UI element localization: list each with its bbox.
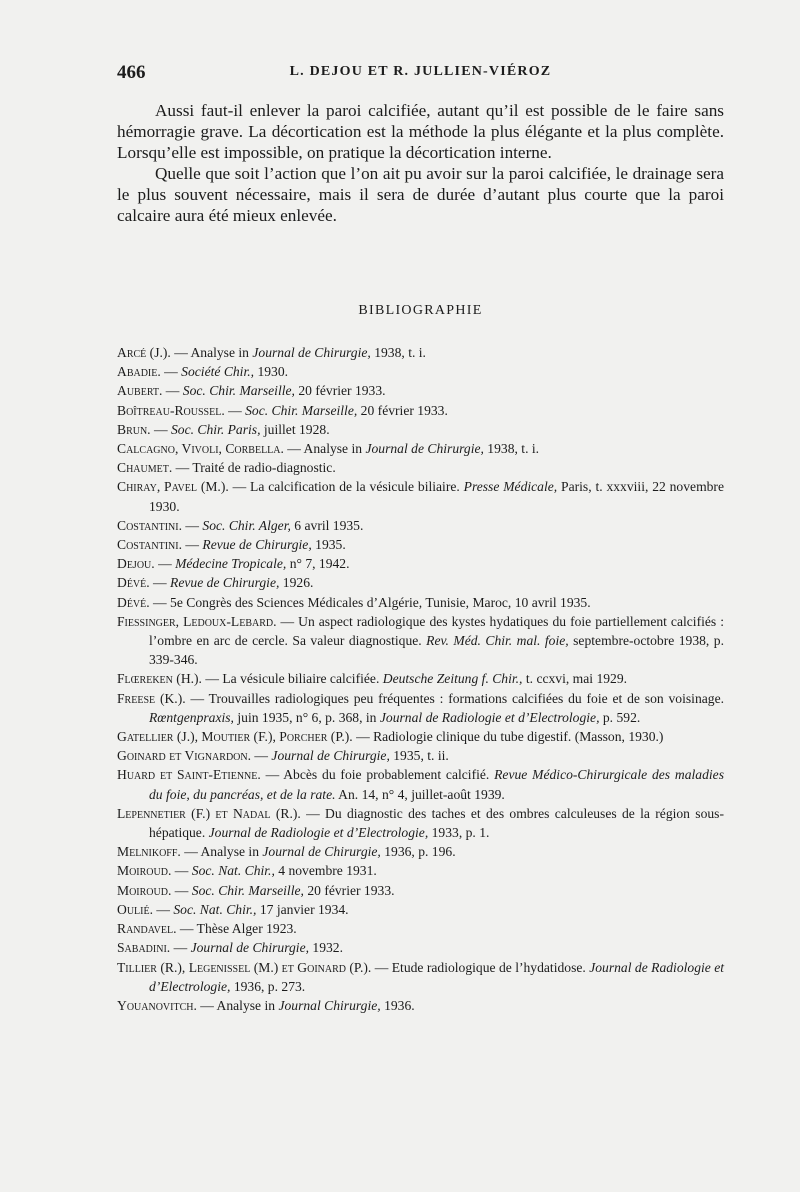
bibliography-entry <box>117 401 724 420</box>
entry-author: Calcagno, Vivoli, Corbella. <box>117 441 284 457</box>
entry-author: Moiroud. <box>117 863 172 879</box>
entry-work: Rœntgenpraxis, <box>149 709 234 725</box>
entry-details: 1936, p. 196. <box>380 844 456 860</box>
entry-text: — La calcification de la vésicule biliaire. <box>228 479 464 495</box>
entry-details: 6 avril 1935. <box>290 517 364 533</box>
entry-details: 17 janvier 1934. <box>256 901 349 917</box>
bibliography-entry <box>117 881 724 900</box>
entry-text: — <box>224 402 246 418</box>
entry-text: — Traité de radio-diagnostic. <box>172 460 336 476</box>
bibliography-entry <box>117 938 724 957</box>
bibliography-list <box>117 343 724 1015</box>
entry-details: 20 février 1933. <box>294 383 386 399</box>
entry-text: — <box>152 901 174 917</box>
entry-author: Randavel. <box>117 921 177 937</box>
entry-work: Société Chir., <box>181 364 255 380</box>
entry-text: — <box>162 383 183 399</box>
bibliography-entry <box>117 919 724 938</box>
entry-author: Chiray, Pavel (M.). <box>117 479 229 495</box>
entry-author: Youanovitch. <box>117 997 197 1013</box>
entry-text: — Analyse in <box>283 441 366 457</box>
bibliography-entry <box>117 554 724 573</box>
bibliography-entry <box>117 439 724 458</box>
entry-work: Journal de Radiologie et d’Electrologie, <box>149 959 725 994</box>
entry-work: Soc. Chir. Marseille, <box>182 383 295 399</box>
paragraph: Quelle que soit l’action que l’on ait pu avoir sur la paroi calcifiée, le drainage sera le plus souvent nécessaire, mais il sera de durée d’autant plus courte que la paroi calcaire aura été mieux enlevée. <box>117 164 724 225</box>
entry-author: Goinard et Vignardon. <box>117 748 252 764</box>
entry-work: Soc. Nat. Chir., <box>173 901 257 917</box>
entry-text: — <box>170 940 191 956</box>
entry-details: 1933, p. 1. <box>428 825 490 841</box>
entry-details: juin 1935, n° 6, p. 368, in <box>233 709 380 725</box>
running-head: L. DEJOU ET R. JULLIEN-VIÉROZ <box>289 64 552 79</box>
entry-details: An. 14, n° 4, juillet-août 1939. <box>335 786 505 802</box>
entry-details: 1932. <box>309 940 343 956</box>
entry-text: — Abcès du foie probablement calcifié. <box>260 767 495 783</box>
entry-author: Huard et Saint-Etienne. <box>117 767 261 783</box>
entry-details: 1938, t. i. <box>370 345 426 360</box>
entry-text: — <box>251 748 272 764</box>
entry-text: — <box>154 556 176 572</box>
entry-author: Gatellier (J.), Moutier (F.), Porcher (P.). <box>117 729 353 745</box>
entry-work: Médecine Tropicale, <box>175 556 287 572</box>
entry-details: 1936. <box>380 997 415 1013</box>
page-header <box>117 62 724 88</box>
entry-work: Journal de Chirurgie, <box>190 940 310 956</box>
entry-author: Sabadini. <box>117 940 171 956</box>
entry-work: Revue Médico-Chirurgicale des maladies du foie, du pancréas, et de la rate. <box>149 767 724 802</box>
bibliography-entry <box>117 612 724 670</box>
entry-work: Soc. Nat. Chir., <box>191 863 275 879</box>
entry-text: — Du diagnostic des taches et des ombres calculeuses de la région sous-hépatique. <box>149 805 725 841</box>
entry-work: Rev. Méd. Chir. mal. foie, <box>426 633 569 649</box>
page-number: 466 <box>117 62 146 83</box>
entry-author: Dévé. <box>117 575 150 591</box>
bibliography-entry <box>117 900 724 919</box>
bibliography-entry <box>117 842 724 861</box>
entry-details: septembre-octobre 1938, p. 339-346. <box>149 633 724 668</box>
entry-details: Paris, t. xxxviii, 22 novembre 1930. <box>149 479 724 514</box>
entry-author: Lepennetier (F.) et Nadal (R.). <box>117 805 301 821</box>
entry-author: Fiessinger, Ledoux-Lebard. <box>117 613 277 629</box>
entry-text: — <box>150 421 171 437</box>
bibliography-entry <box>117 362 724 381</box>
bibliography-entry <box>117 958 724 996</box>
entry-work: Journal de Chirurgie, <box>252 345 371 360</box>
entry-work: Soc. Chir. Alger, <box>202 517 291 533</box>
bibliography-entry <box>117 458 724 477</box>
entry-author: Melnikoff. <box>117 844 181 860</box>
bibliography-entry <box>117 516 724 535</box>
entry-details: juillet 1928. <box>260 421 330 437</box>
entry-author: Dejou. <box>117 556 155 572</box>
entry-work: Journal de Radiologie et d’Electrologie, <box>208 825 429 841</box>
entry-details: 1935. <box>311 537 346 553</box>
entry-work: Soc. Chir. Marseille, <box>245 402 358 418</box>
entry-work: Soc. Chir. Marseille, <box>191 882 304 898</box>
bibliography-entry <box>117 535 724 554</box>
bibliography-entry <box>117 996 724 1015</box>
entry-details: 1936, p. 273. <box>230 978 306 994</box>
bibliography-entry <box>117 727 724 746</box>
entry-text: — Etude radiologique de l’hydatidose. <box>371 959 590 975</box>
entry-author: Costantini. <box>117 517 182 533</box>
entry-author: Arcé (J.). <box>117 345 171 360</box>
entry-work: Revue de Chirurgie, <box>170 575 280 591</box>
entry-details: 1938, t. i. <box>483 441 540 457</box>
entry-author: Tillier (R.), Legenissel (M.) et Goinard (P.). <box>117 959 372 975</box>
bibliography-entry <box>117 861 724 880</box>
body-text <box>117 100 724 226</box>
entry-author: Moiroud. <box>117 882 172 898</box>
bibliography-entry <box>117 343 724 362</box>
bibliography-entry <box>117 669 724 688</box>
entry-text: — <box>182 517 203 533</box>
entry-author: Boîtreau-Roussel. <box>117 402 225 418</box>
entry-text: — Radiologie clinique du tube digestif. (Masson, 1930.) <box>352 729 664 745</box>
bibliography-entry <box>117 593 724 612</box>
entry-work: Journal Chirurgie, <box>278 997 381 1013</box>
entry-details: p. 592. <box>599 709 641 725</box>
entry-work: Deutsche Zeitung f. Chir., <box>382 671 523 687</box>
entry-text: — Trouvailles radiologiques peu fréquentes : formations calcifiées du foie et de son voisinage. <box>185 690 725 706</box>
bibliography-entry <box>117 420 724 439</box>
entry-text: — <box>182 537 203 553</box>
bibliography-entry <box>117 477 724 515</box>
entry-work: Journal de Chirurgie, <box>271 748 390 764</box>
entry-details: 20 février 1933. <box>357 402 448 418</box>
entry-work: Journal de Chirurgie, <box>262 844 381 860</box>
entry-author: Oulié. <box>117 901 153 917</box>
entry-author: Brun. <box>117 421 151 437</box>
entry-author: Costantini. <box>117 537 182 553</box>
entry-text: — Analyse in <box>180 844 263 860</box>
entry-work: Presse Médicale, <box>463 479 558 495</box>
entry-text: — <box>149 575 171 591</box>
entry-work: Journal de Chirurgie, <box>365 441 484 457</box>
entry-author: Dévé. <box>117 594 150 610</box>
entry-work: Revue de Chirurgie, <box>202 537 312 553</box>
entry-author: Aubert. <box>117 383 163 399</box>
bibliography-entry <box>117 765 724 803</box>
entry-details: 20 février 1933. <box>303 882 395 898</box>
bibliography-entry <box>117 573 724 592</box>
bibliography-entry <box>117 746 724 765</box>
entry-author: Freese (K.). <box>117 690 186 706</box>
entry-text: — Analyse in <box>196 997 279 1013</box>
entry-author: Flœreken (H.). <box>117 671 202 687</box>
entry-text: — <box>160 364 182 380</box>
entry-text: — Un aspect radiologique des kystes hydatiques du foie partiellement calcifiés : l’ombre en arc de cercle. Sa valeur diagnostique. <box>149 613 724 649</box>
bibliography-entry <box>117 804 724 842</box>
entry-work: Journal de Radiologie et d’Electrologie, <box>379 709 600 725</box>
entry-details: t. ccxvi, mai 1929. <box>522 671 628 687</box>
entry-details: 1935, t. ii. <box>389 748 449 764</box>
paragraph: Aussi faut-il enlever la paroi calcifiée, autant qu’il est possible de le faire sans hémorragie grave. La décortication est la méthode la plus élégante et la plus complète. Lorsqu’elle est impossible, on pratique la décortication interne. <box>117 101 724 162</box>
bibliography-entry <box>117 381 724 400</box>
bibliography-title: BIBLIOGRAPHIE <box>358 303 483 318</box>
entry-details: 1930. <box>254 364 289 380</box>
entry-details: n° 7, 1942. <box>286 556 350 572</box>
entry-author: Chaumet. <box>117 460 173 476</box>
entry-author: Abadie. <box>117 364 161 380</box>
entry-details: 1926. <box>279 575 314 591</box>
entry-work: Soc. Chir. Paris, <box>170 421 261 437</box>
entry-text: — La vésicule biliaire calcifiée. <box>201 671 383 687</box>
entry-text: — Analyse in <box>170 345 253 360</box>
entry-text: — <box>171 863 192 879</box>
entry-details: 4 novembre 1931. <box>274 863 377 879</box>
entry-text: — Thèse Alger 1923. <box>176 921 297 937</box>
bibliography-entry <box>117 689 724 727</box>
entry-text: — <box>171 882 192 898</box>
entry-text: — 5e Congrès des Sciences Médicales d’Algérie, Tunisie, Maroc, 10 avril 1935. <box>149 594 591 610</box>
